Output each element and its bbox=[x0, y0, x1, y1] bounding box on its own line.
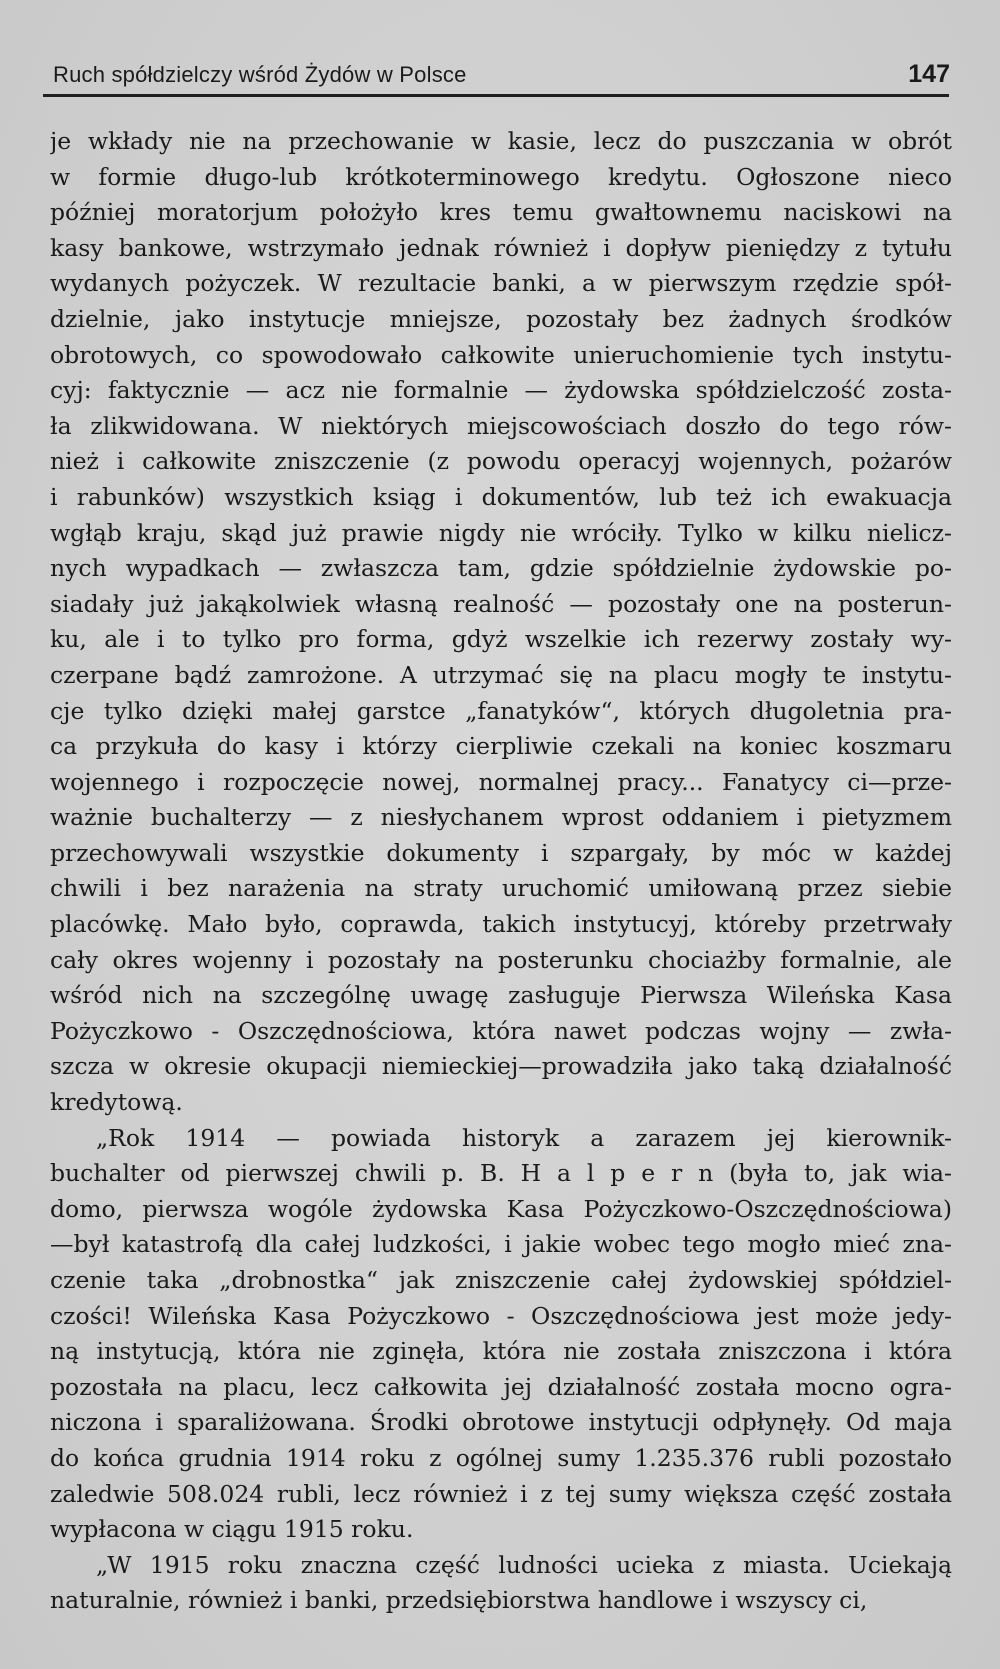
text-line: ważnie buchalterzy — z niesłychanem wprost oddaniem i pietyzmem bbox=[50, 803, 952, 832]
text-line: kasy bankowe, wstrzymało jednak również i dopływ pieniędzy z tytułu bbox=[50, 233, 952, 262]
text-line: placówkę. Mało było, coprawda, takich instytucyj, któreby przetrwały bbox=[50, 910, 952, 939]
text-line: czości! Wileńska Kasa Pożyczkowo - Oszczędnościowa jest może jedy- bbox=[50, 1301, 952, 1330]
text-line: kredytową. bbox=[50, 1088, 183, 1117]
page-number: 147 bbox=[908, 60, 950, 88]
text-line: pozostała na placu, lecz całkowita jej działalność została mocno ogra- bbox=[50, 1372, 952, 1401]
paragraph bbox=[50, 124, 952, 1121]
text-line: wgłąb kraju, skąd już prawie nigdy nie wróciły. Tylko w kilku nielicz- bbox=[50, 518, 952, 547]
header-rule bbox=[43, 94, 949, 97]
text-line: „W 1915 roku znaczna część ludności ucieka z miasta. Uciekają bbox=[96, 1550, 952, 1579]
text-line: obrotowych, co spowodowało całkowite unieruchomienie tych instytu- bbox=[50, 340, 952, 369]
text-line: czenie taka „drobnostka“ jak zniszczenie całej żydowskiej spółdziel- bbox=[50, 1266, 952, 1294]
text-line: szcza w okresie okupacji niemieckiej—prowadziła jako taką działalność bbox=[50, 1052, 952, 1081]
running-title: Ruch spółdzielczy wśród Żydów w Polsce bbox=[53, 62, 467, 87]
body-text bbox=[50, 124, 952, 1619]
text-line: buchalter od pierwszej chwili p. B. H a l p e r n (była to, jak wia- bbox=[50, 1159, 952, 1188]
text-line: Pożyczkowo - Oszczędnościowa, która nawet podczas wojny — zwła- bbox=[50, 1016, 952, 1045]
text-line: przechowywali wszystkie dokumenty i szpargały, by móc w każdej bbox=[50, 838, 952, 867]
text-line: wojennego i rozpoczęcie nowej, normalnej pracy... Fanatycy ci—prze- bbox=[50, 767, 952, 796]
text-line: ła zlikwidowana. W niektórych miejscowościach doszło do tego rów- bbox=[50, 411, 952, 440]
text-line: wypłacona w ciągu 1915 roku. bbox=[50, 1515, 414, 1544]
text-line: cyj: faktycznie — acz nie formalnie — żydowska spółdzielczość zosta- bbox=[50, 376, 952, 405]
text-line: nych wypadkach — zwłaszcza tam, gdzie spółdzielnie żydowskie po- bbox=[50, 554, 952, 583]
text-line: dzielnie, jako instytucje mniejsze, pozostały bez żadnych środków bbox=[50, 304, 952, 333]
text-line: cje tylko dzięki małej garstce „fanatyków“, których długoletnia pra- bbox=[50, 696, 952, 725]
text-line: „Rok 1914 — powiada historyk a zarazem jej kierownik- bbox=[96, 1123, 952, 1152]
page-header bbox=[53, 58, 950, 96]
text-line: później moratorjum położyło kres temu gwałtownemu naciskowi na bbox=[50, 198, 952, 227]
text-line: zaledwie 508.024 rubli, lecz również i z tej sumy większa część została bbox=[50, 1479, 952, 1508]
text-line: ku, ale i to tylko pro forma, gdyż wszelkie ich rezerwy zostały wy- bbox=[50, 625, 952, 654]
text-line: chwili i bez narażenia na straty uruchomić umiłowaną przez siebie bbox=[50, 874, 952, 903]
paragraph bbox=[50, 1548, 952, 1619]
text-line: w formie długo-lub krótkoterminowego kredytu. Ogłoszone nieco bbox=[50, 162, 952, 191]
text-line: ną instytucją, która nie zginęła, która nie została zniszczona i która bbox=[50, 1337, 952, 1366]
text-line: wśród nich na szczególnę uwagę zasługuje Pierwsza Wileńska Kasa bbox=[50, 981, 952, 1010]
text-line: cały okres wojenny i pozostały na posterunku chociażby formalnie, ale bbox=[50, 945, 952, 974]
text-line: ca przykuła do kasy i którzy cierpliwie czekali na koniec koszmaru bbox=[50, 732, 952, 761]
paragraph bbox=[50, 1121, 952, 1548]
text-line: wydanych pożyczek. W rezultacie banki, a w pierwszym rzędzie spół- bbox=[50, 269, 952, 298]
text-line: siadały już jakąkolwiek własną realność — pozostały one na posterun- bbox=[50, 589, 952, 618]
text-line: niczona i sparaliżowana. Środki obrotowe instytucji odpłynęły. Od maja bbox=[50, 1408, 952, 1437]
text-line: czerpane bądź zamrożone. A utrzymać się na placu mogły te instytu- bbox=[50, 660, 952, 689]
text-line: nież i całkowite zniszczenie (z powodu operacyj wojennych, pożarów bbox=[50, 447, 952, 476]
text-line: je wkłady nie na przechowanie w kasie, lecz do puszczania w obrót bbox=[50, 127, 952, 155]
text-line: naturalnie, również i banki, przedsiębiorstwa handlowe i wszyscy ci, bbox=[50, 1586, 868, 1615]
text-line: do końca grudnia 1914 roku z ogólnej sumy 1.235.376 rubli pozostało bbox=[50, 1443, 952, 1472]
text-line: —był katastrofą dla całej ludzkości, i jakie wobec tego mogło mieć zna- bbox=[50, 1230, 952, 1259]
text-line: domo, pierwsza wogóle żydowska Kasa Pożyczkowo-Oszczędnościowa) bbox=[50, 1194, 952, 1223]
text-line: i rabunków) wszystkich ksiąg i dokumentów, lub też ich ewakuacja bbox=[50, 482, 952, 511]
